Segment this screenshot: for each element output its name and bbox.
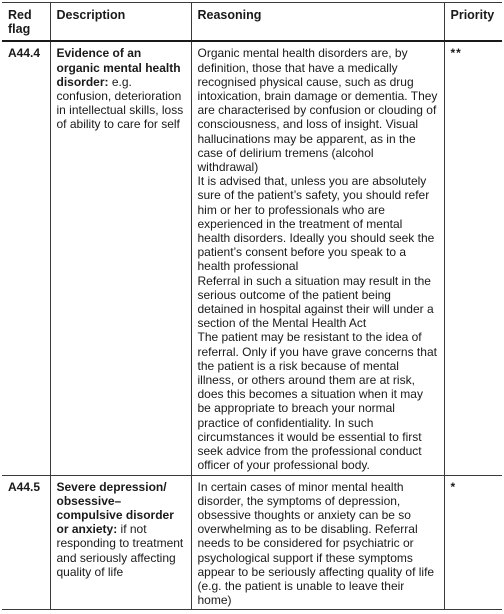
reasoning-paragraph: It is advised that, unless you are absolutely sure of the patient’s safety, you should refer him or her to professionals who are experienced in the treatment of mental health disorders. Ideally you should seek the patient’s consent before you speak to a health professional [197, 174, 435, 274]
red-flag-code: A44.4 [8, 46, 41, 61]
reasoning-paragraph: Organic mental health disorders are, by definition, those that have a medically recognised physical cause, such as drug intoxication, brain damage or dementia. They are characterised by confusion or clouding of consciousness, and loss of insight. Visual hallucinations may be apparent, as in the case of delirium tremens (alcohol withdrawal) [197, 46, 438, 175]
table-header [2, 3, 502, 42]
description-title: Severe depression/ obsessive–compulsive disorder or anxiety: [56, 479, 174, 537]
red-flag-table [2, 2, 502, 610]
table-row [2, 41, 502, 475]
reasoning-cell [191, 475, 444, 610]
priority-stars: * [450, 479, 457, 494]
red-flag-code-cell [2, 475, 50, 610]
reasoning-paragraph: The patient may be resistant to the idea of referral. Only if you have grave concerns that the patient is a risk because of mental illness, or others around them are at risk, does this becomes a situation when it may be appropriate to breach your normal practice of confidentiality. In such circumstances it would be essential to first seek advice from the professional conduct officer of your professional body. [197, 330, 437, 473]
table-row [2, 475, 502, 610]
header-reasoning: Reasoning [191, 3, 444, 42]
header-priority: Priority [444, 3, 502, 42]
red-flag-code-cell [2, 41, 50, 475]
red-flag-code: A44.5 [8, 479, 41, 494]
description-text: if not responding to treatment and seriously affecting quality of life [56, 522, 184, 579]
reasoning-cell [191, 41, 444, 475]
reasoning-paragraph: Referral in such a situation may result in the serious outcome of the patient being detained in hospital against their will under a section of the Mental Health Act [197, 273, 434, 331]
description-cell [50, 41, 191, 475]
header-red-flag: Red flag [2, 3, 50, 42]
priority-stars: ** [450, 46, 462, 61]
header-row [2, 3, 502, 42]
table-body [2, 41, 502, 609]
description-text: e.g. confusion, deterioration in intellectual skills, loss of ability to care for self [56, 74, 184, 132]
description-title: Evidence of an organic mental health disorder: [56, 46, 181, 89]
reasoning-paragraph: In certain cases of minor mental health disorder, the symptoms of depression, obsessive thoughts or anxiety can be so overwhelming as to be disabling. Referral needs to be considered for psychiatric or psychological support if these symptoms appear to be seriously affecting quality of life (e.g. the patient is unable to leave their home) [197, 479, 435, 608]
header-description: Description [50, 3, 191, 42]
priority-cell [444, 41, 502, 475]
priority-cell [444, 475, 502, 610]
description-cell [50, 475, 191, 610]
